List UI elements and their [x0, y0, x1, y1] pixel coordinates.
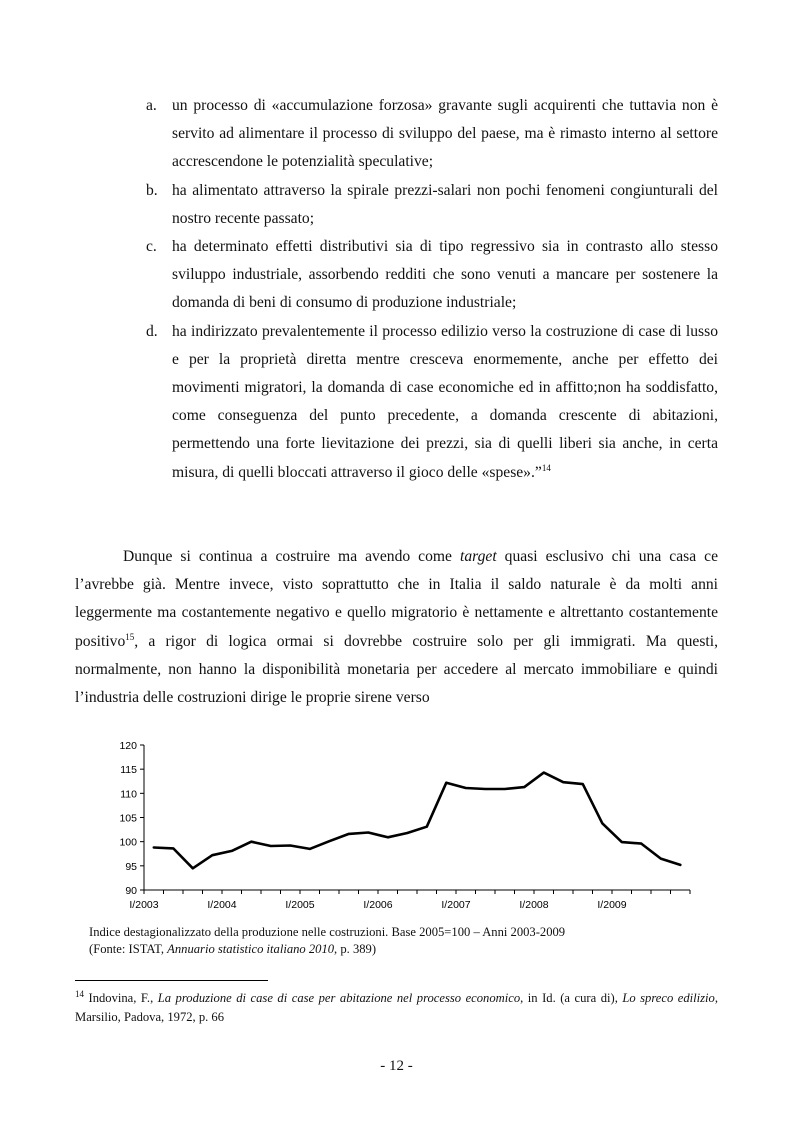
y-tick-label: 95 — [125, 860, 137, 873]
list-item — [146, 318, 718, 487]
y-axis — [119, 740, 144, 897]
caption-text: , p. 389) — [334, 942, 377, 956]
list-item — [146, 92, 718, 177]
caption-italic: Annuario statistico italiano 2010 — [167, 942, 335, 956]
footnote-ref[interactable]: 14 — [541, 462, 551, 473]
footnote-italic: Lo spreco edilizio — [622, 991, 715, 1005]
footnote-separator — [75, 980, 268, 981]
y-tick-label: 90 — [125, 885, 137, 897]
list-item — [146, 233, 718, 318]
x-tick-label: I/2007 — [441, 899, 471, 911]
x-tick-label: I/2003 — [129, 899, 159, 911]
x-tick-label: I/2006 — [363, 899, 393, 911]
list-marker: d. — [146, 322, 158, 340]
footnote-number: 14 — [75, 988, 84, 999]
y-tick-label: 120 — [119, 740, 137, 752]
page-number: - 12 - — [380, 1058, 413, 1074]
x-axis — [129, 890, 690, 911]
x-tick-label: I/2004 — [207, 899, 237, 911]
list-item-text: ha determinato effetti distributivi sia di tipo regressivo sia in contrasto allo stesso sviluppo industriale, assorbendo redditi che sono venuti a mancare per sostenere la domanda di beni di consumo di produzione industriale; — [172, 238, 718, 312]
list-marker: b. — [146, 181, 158, 199]
list-item — [146, 177, 718, 233]
y-tick-label: 115 — [120, 764, 137, 777]
paragraph-italic: target — [459, 548, 497, 565]
x-tick-label: I/2005 — [285, 899, 315, 911]
y-tick-label: 110 — [120, 788, 137, 801]
y-tick-label: 100 — [119, 836, 137, 849]
footnote-text: Indovina, F., — [84, 991, 158, 1005]
production-index-chart — [88, 735, 708, 920]
caption-text: (Fonte: ISTAT, — [89, 942, 168, 956]
footnote — [75, 989, 718, 1026]
list-marker: c. — [146, 238, 157, 256]
list-item-text: ha indirizzato prevalentemente il processo edilizio verso la costruzione di case di lusso e per la proprietà diretta mentre cresceva enormemente, anche per effetto dei movimenti migratori, la domanda di case economiche ed in affitto;non ha soddisfatto, come conseguenza del punto precedente, a domanda crescente di abitazioni, permettendo una forte lievitazione dei prezzi, sia di quelli liberi sia anche, in certa misura, di quelli bloccati attraverso il gioco delle «spese».” — [172, 322, 718, 481]
chart-caption — [89, 924, 729, 958]
list-item-text: un processo di «accumulazione forzosa» gravante sugli acquirenti che tuttavia non è servito ad alimentare il processo di sviluppo del paese, ma è rimasto interno al settore accrescendone le potenzialità speculative; — [172, 97, 718, 171]
series-line — [154, 773, 681, 869]
quoted-list — [146, 92, 718, 487]
footnote-text: , Marsilio, Padova, 1972, p. 66 — [75, 991, 718, 1024]
footnote-italic: La produzione di case di case per abitazione nel processo economico — [157, 991, 521, 1005]
x-tick-label: I/2009 — [597, 899, 627, 911]
y-tick-label: 105 — [119, 812, 137, 825]
body-paragraph — [75, 543, 718, 712]
caption-source — [89, 941, 729, 958]
footnote-ref[interactable]: 15 — [125, 631, 135, 642]
list-marker: a. — [146, 97, 157, 114]
list-item-text: ha alimentato attraverso la spirale prezzi-salari non pochi fenomeni congiunturali del nostro recente passato; — [172, 181, 718, 227]
caption-line: Indice destagionalizzato della produzione nelle costruzioni. Base 2005=100 – Anni 2003-2009 — [89, 925, 566, 939]
paragraph-text: Dunque si continua a costruire ma avendo come — [123, 548, 460, 565]
paragraph-text: quasi esclusivo chi una casa ce l’avrebbe già. Mentre invece, visto soprattutto che in Italia il saldo naturale è da molti anni leggermente ma costantemente negativo e quello migratorio è nettamente e altrettanto costantemente positivo — [75, 548, 718, 650]
paragraph-text: , a rigor di logica ormai si dovrebbe costruire solo per gli immigrati. Ma questi, normalmente, non hanno la disponibilità monetaria per accedere al mercato immobiliare e quindi l’industria delle costruzioni dirige le proprie sirene verso — [75, 632, 718, 707]
x-tick-label: I/2008 — [519, 899, 549, 911]
footnote-text: , in Id. (a cura di), — [520, 991, 623, 1005]
